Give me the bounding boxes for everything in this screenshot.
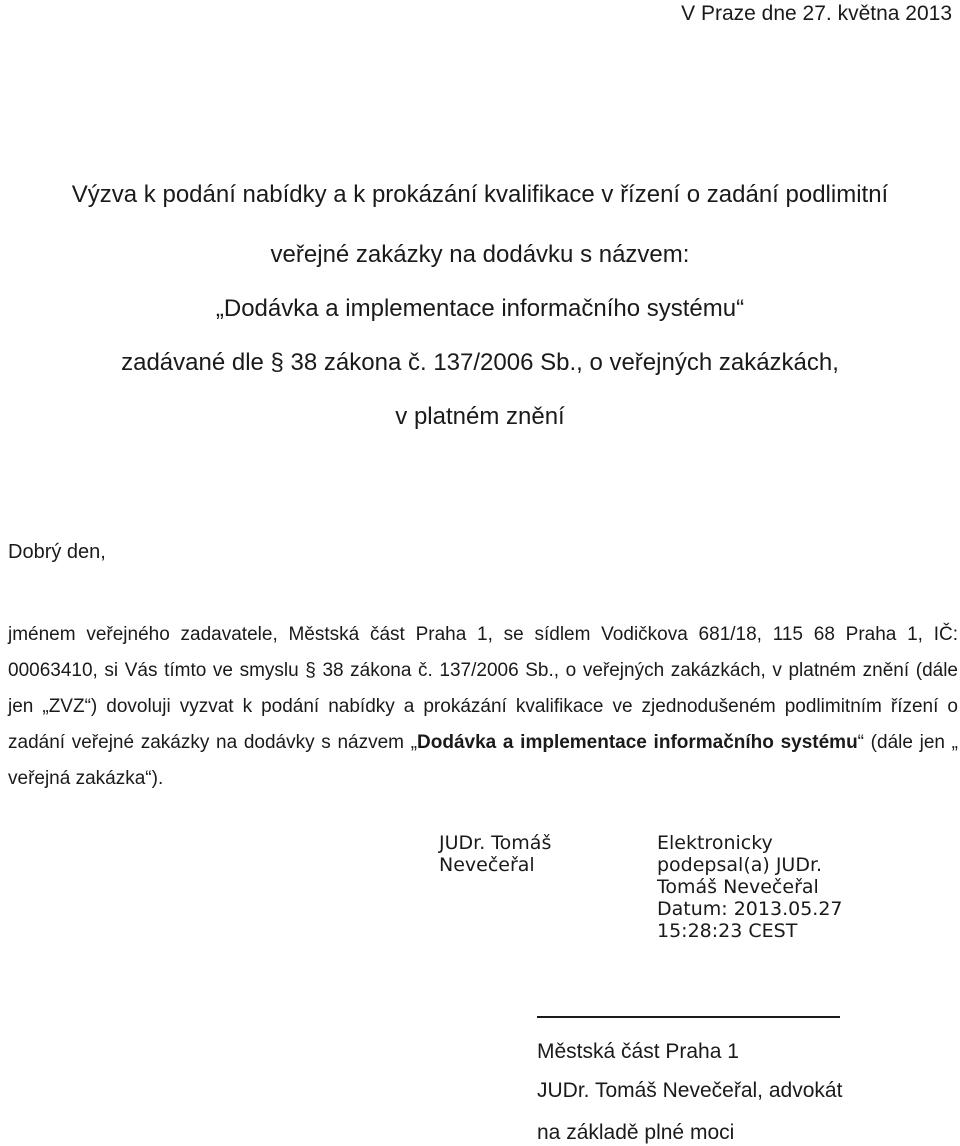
stamp-line-2: podepsal(a) JUDr. <box>657 854 823 876</box>
signature-line <box>537 1016 840 1018</box>
stamp-line-3: Tomáš Nevečeřal <box>657 876 819 898</box>
title-line-2: veřejné zakázky na dodávku s názvem: <box>270 241 690 268</box>
signatory-name-line-1: JUDr. Tomáš <box>439 832 552 854</box>
paragraph-text-end: “ (dále jen „ veřejná zakázka“). <box>8 732 958 789</box>
greeting: Dobrý den, <box>8 541 106 563</box>
stamp-line-5: 15:28:23 CEST <box>657 920 798 942</box>
footer-authority: Městská část Praha 1 <box>537 1040 739 1063</box>
letter-paragraph <box>8 617 958 797</box>
document-date: V Praze dne 27. května 2013 <box>681 2 952 25</box>
signatory-name-line-2: Nevečeřal <box>439 854 535 876</box>
title-line-1: Výzva k podání nabídky a k prokázání kvalifikace v řízení o zadání podlimitní <box>71 181 889 208</box>
title-line-3: „Dodávka a implementace informačního systému“ <box>215 295 745 322</box>
signatory-name <box>439 832 609 876</box>
title-line-5: v platném znění <box>395 403 565 430</box>
footer-signatory: JUDr. Tomáš Nevečeřal, advokát <box>537 1079 843 1102</box>
paragraph-text-start: jménem veřejného zadavatele, Městská část Praha 1, se sídlem Vodičkova 681/18, 115 68 Praha 1, IČ: 00063410, si Vás tímto ve smyslu § 38 zákona č. 137/2006 Sb., o veřejných zakázkách, v platném znění (dále jen „ZVZ“) dovoluji vyzvat k podání nabídky a prokázání kvalifikace ve zjednodušeném podlimitním řízení o zadání veřejné zakázky na dodávky s názvem „ <box>8 624 958 753</box>
contract-name: Dodávka a implementace informačního systému <box>417 732 858 753</box>
electronic-signature-stamp <box>657 832 887 942</box>
stamp-line-1: Elektronicky <box>657 832 773 854</box>
title-line-4: zadávané dle § 38 zákona č. 137/2006 Sb., o veřejných zakázkách, <box>121 349 839 376</box>
footer-authorization: na základě plné moci <box>537 1121 735 1144</box>
stamp-line-4: Datum: 2013.05.27 <box>657 898 843 920</box>
